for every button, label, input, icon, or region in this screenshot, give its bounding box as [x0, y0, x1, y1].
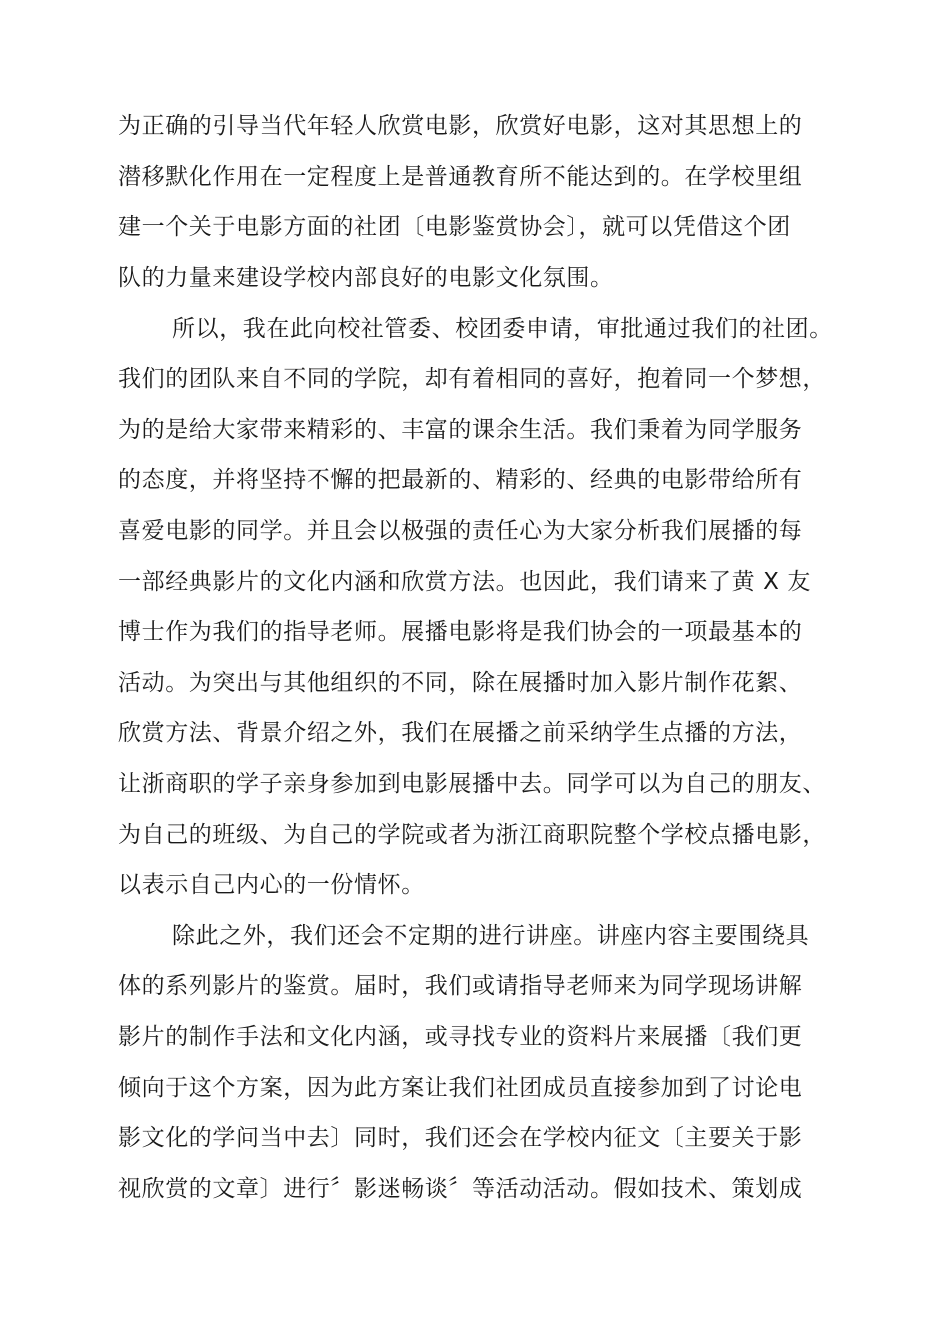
paragraph-first-line: 所以，我在此向校社管委、校团委申请，审批通过我们的社团。 [172, 316, 833, 342]
text-line: 为的是给大家带来精彩的、丰富的课余生活。我们秉着为同学服务 [118, 417, 803, 443]
text-line: 的态度，并将坚持不懈的把最新的、精彩的、经典的电影带给所有 [118, 467, 803, 493]
text-line: 让浙商职的学子亲身参加到电影展播中去。同学可以为自己的朋友、 [118, 771, 826, 797]
text-line: 欣赏方法、背景介绍之外，我们在展播之前采纳学生点播的方法， [118, 720, 803, 746]
text-line: 影文化的学问当中去〕同时，我们还会在学校内征文〔主要关于影 [118, 1125, 803, 1151]
text-line: 活动。为突出与其他组织的不同，除在展播时加入影片制作花絮、 [118, 670, 803, 696]
text-line: 以表示自己内心的一份情怀。 [118, 872, 425, 898]
text-line: 我们的团队来自不同的学院，却有着相同的喜好，抱着同一个梦想， [118, 366, 826, 392]
text-line: 视欣赏的文章〕进行〞影迷畅谈〞等活动活动。假如技术、策划成 [118, 1176, 803, 1202]
text-line: 为正确的引导当代年轻人欣赏电影，欣赏好电影，这对其思想上的 [118, 113, 803, 139]
text-line: 影片的制作手法和文化内涵，或寻找专业的资料片来展播〔我们更 [118, 1024, 803, 1050]
text-line: 倾向于这个方案，因为此方案让我们社团成员直接参加到了讨论电 [118, 1075, 803, 1101]
text-line: 为自己的班级、为自己的学院或者为浙江商职院整个学校点播电影， [118, 822, 826, 848]
paragraph-first-line: 除此之外，我们还会不定期的进行讲座。讲座内容主要围绕具 [172, 923, 810, 949]
text-line: 一部经典影片的文化内涵和欣赏方法。也因此，我们请来了黄 X 友 [118, 569, 811, 595]
text-line: 喜爱电影的同学。并且会以极强的责任心为大家分析我们展播的每 [118, 518, 803, 544]
text-line: 建一个关于电影方面的社团〔电影鉴赏协会〕，就可以凭借这个团 [118, 214, 791, 240]
text-line: 体的系列影片的鉴赏。届时，我们或请指导老师来为同学现场讲解 [118, 973, 803, 999]
text-line: 潜移默化作用在一定程度上是普通教育所不能达到的。在学校里组 [118, 164, 803, 190]
text-line: 博士作为我们的指导老师。展播电影将是我们协会的一项最基本的 [118, 619, 803, 645]
text-line: 队的力量来建设学校内部良好的电影文化氛围。 [118, 265, 614, 291]
